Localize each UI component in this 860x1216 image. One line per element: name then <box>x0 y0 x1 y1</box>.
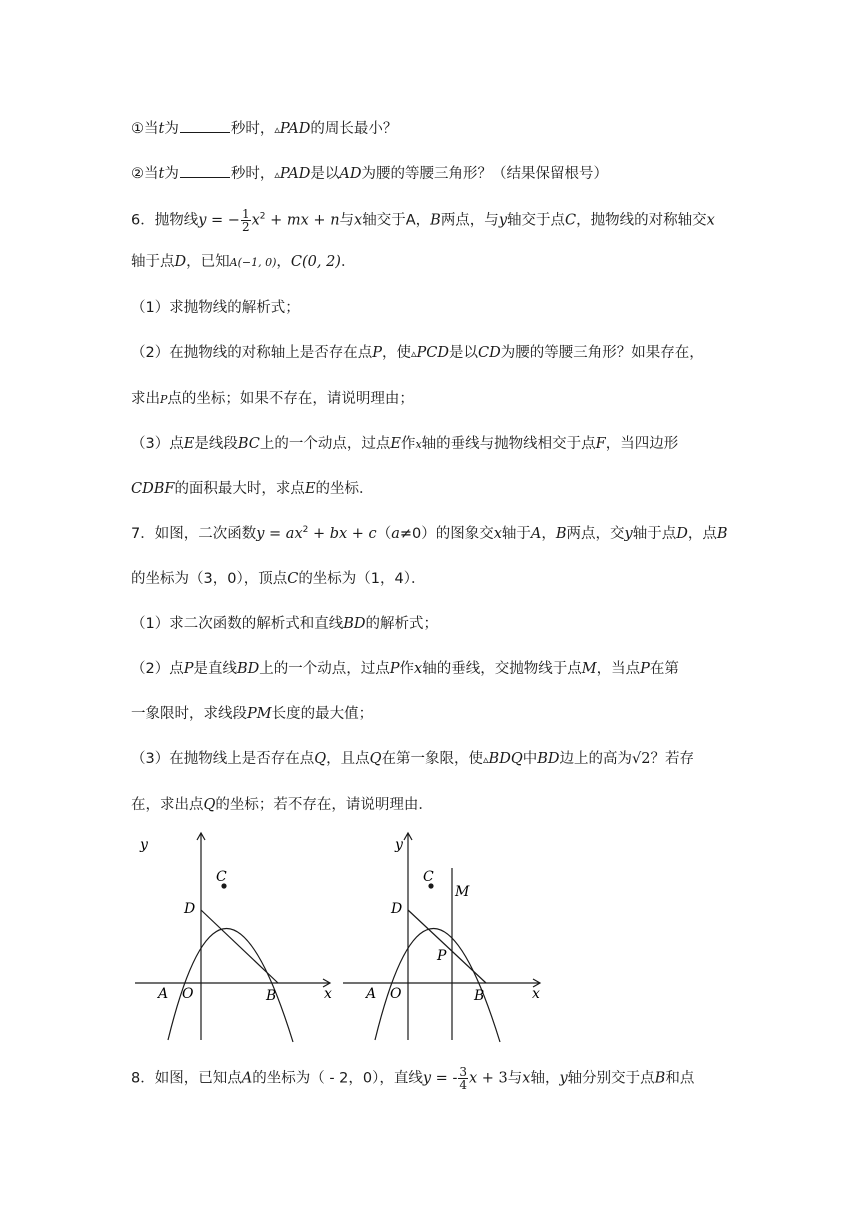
q5-part1: ①当t为 秒时，▵PAD的周长最小？ <box>131 118 397 140</box>
q7-part2-line1: （2）点P是直线BD上的一个动点，过点P作x轴的垂线，交抛物线于点M，当点P在第 <box>131 661 679 677</box>
q6-part1: （1）求抛物线的解析式； <box>131 300 300 316</box>
q7-part2-line2: 一象限时，求线段PM长度的最大值； <box>131 706 374 722</box>
label-o: O <box>390 986 402 1002</box>
label-y: y <box>395 837 403 853</box>
q6-part3-line1: （3）点E是线段BC上的一个动点，过点E作x轴的垂线与抛物线相交于点F，当四边形 <box>131 436 679 452</box>
label-c: C <box>216 869 227 885</box>
label-a: A <box>366 986 377 1002</box>
label-d: D <box>391 901 403 917</box>
q7-stem-line2: 的坐标为（3，0），顶点C的坐标为（1，4）． <box>131 571 426 587</box>
q7-part3-line2: 在，求出点Q的坐标；若不存在，请说明理由． <box>131 797 433 813</box>
label-p: P <box>437 948 447 964</box>
q7-stem-line1: 7．如图，二次函数$y = ax^2$ + bx + c（a≠0）的图象交x轴于A，B两点，交y轴于点D，点B <box>131 525 728 542</box>
label-m: M <box>455 884 470 900</box>
label-y: y <box>140 837 148 853</box>
q5-part2: ②当t为 秒时，▵PAD是以AD为腰的等腰三角形？（结果保留根号） <box>131 163 608 185</box>
label-b: B <box>474 988 485 1004</box>
figure-right <box>338 826 548 1050</box>
label-c: C <box>423 869 434 885</box>
q6-stem-line2: 轴于点D，已知A(−1, 0)，C(0, 2)． <box>131 254 356 270</box>
q6-part2-line2: 求出P点的坐标；如果不存在，请说明理由； <box>131 391 414 407</box>
segment-bd <box>201 910 278 983</box>
label-a: A <box>158 986 169 1002</box>
label-x: x <box>324 986 332 1002</box>
q6-stem-line1: 6．抛物线y = − $\frac{1}{2}$ $x^2$ + mx + n与x轴交于A，B两点，与y轴交于点C，抛物线的对称轴交x <box>131 207 715 234</box>
q8-stem-line1: 8．如图，已知点A的坐标为（ - 2，0），直线y = - $\frac{3}{4}$ x + 3与x轴，y轴分别交于点B和点 <box>131 1065 695 1092</box>
fraction: $\frac{1}{2}$ <box>241 207 250 234</box>
segment-bd <box>408 910 486 983</box>
q7-part1: （1）求二次函数的解析式和直线BD的解析式； <box>131 616 439 632</box>
answer-blank[interactable] <box>180 163 230 178</box>
label-x: x <box>532 986 540 1002</box>
figure-left <box>128 826 338 1050</box>
answer-blank[interactable] <box>180 118 230 133</box>
fraction: $\frac{3}{4}$ <box>459 1065 467 1092</box>
q7-part3-line1: （3）在抛物线上是否存在点Q，且点Q在第一象限，使▵BDQ中BD边上的高为√2？若存 <box>131 751 694 767</box>
label-b: B <box>266 988 277 1004</box>
q6-part2-line1: （2）在抛物线的对称轴上是否存在点P，使▵PCD是以CD为腰的等腰三角形？如果存在， <box>131 345 704 361</box>
label-o: O <box>182 986 194 1002</box>
q6-part3-line2: CDBF的面积最大时，求点E的坐标． <box>131 481 374 497</box>
label-d: D <box>184 901 196 917</box>
